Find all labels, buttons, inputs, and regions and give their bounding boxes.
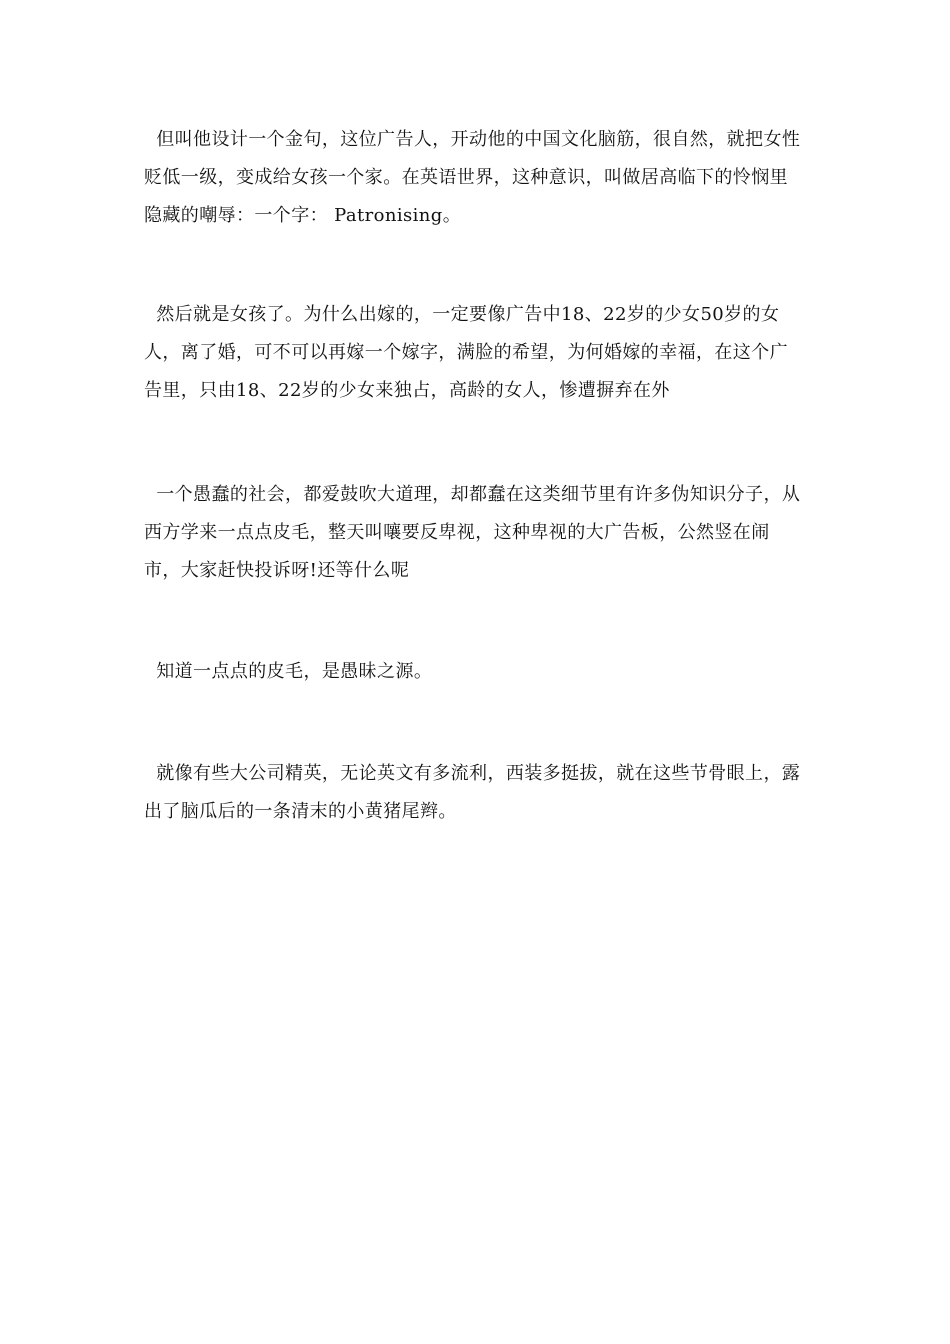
paragraph-1: 但叫他设计一个金句，这位广告人，开动他的中国文化脑筋，很自然，就把女性贬低一级，变成给女孩一个家。在英语世界，这种意识，叫做居高临下的怜悯里隐藏的嘲辱：一个字： Patronising。 <box>144 129 801 226</box>
paragraph-4: 知道一点点的皮毛，是愚昧之源。 <box>144 661 433 682</box>
paragraph-2: 然后就是女孩了。为什么出嫁的，一定要像广告中18、22岁的少女50岁的女人，离了婚，可不可以再嫁一个嫁字，满脸的希望，为何婚嫁的幸福，在这个广告里，只由18、22岁的少女来独占，高龄的女人，惨遭摒弃在外 <box>144 304 788 401</box>
paragraph-5: 就像有些大公司精英，无论英文有多流利，西装多挺拔，就在这些节骨眼上，露出了脑瓜后的一条清末的小黄猪尾辫。 <box>144 763 801 822</box>
paragraph-3: 一个愚蠢的社会，都爱鼓吹大道理，却都蠢在这类细节里有许多伪知识分子，从西方学来一点点皮毛，整天叫嚷要反卑视，这种卑视的大广告板，公然竖在闹市，大家赶快投诉呀!还等什么呢 <box>144 484 801 581</box>
